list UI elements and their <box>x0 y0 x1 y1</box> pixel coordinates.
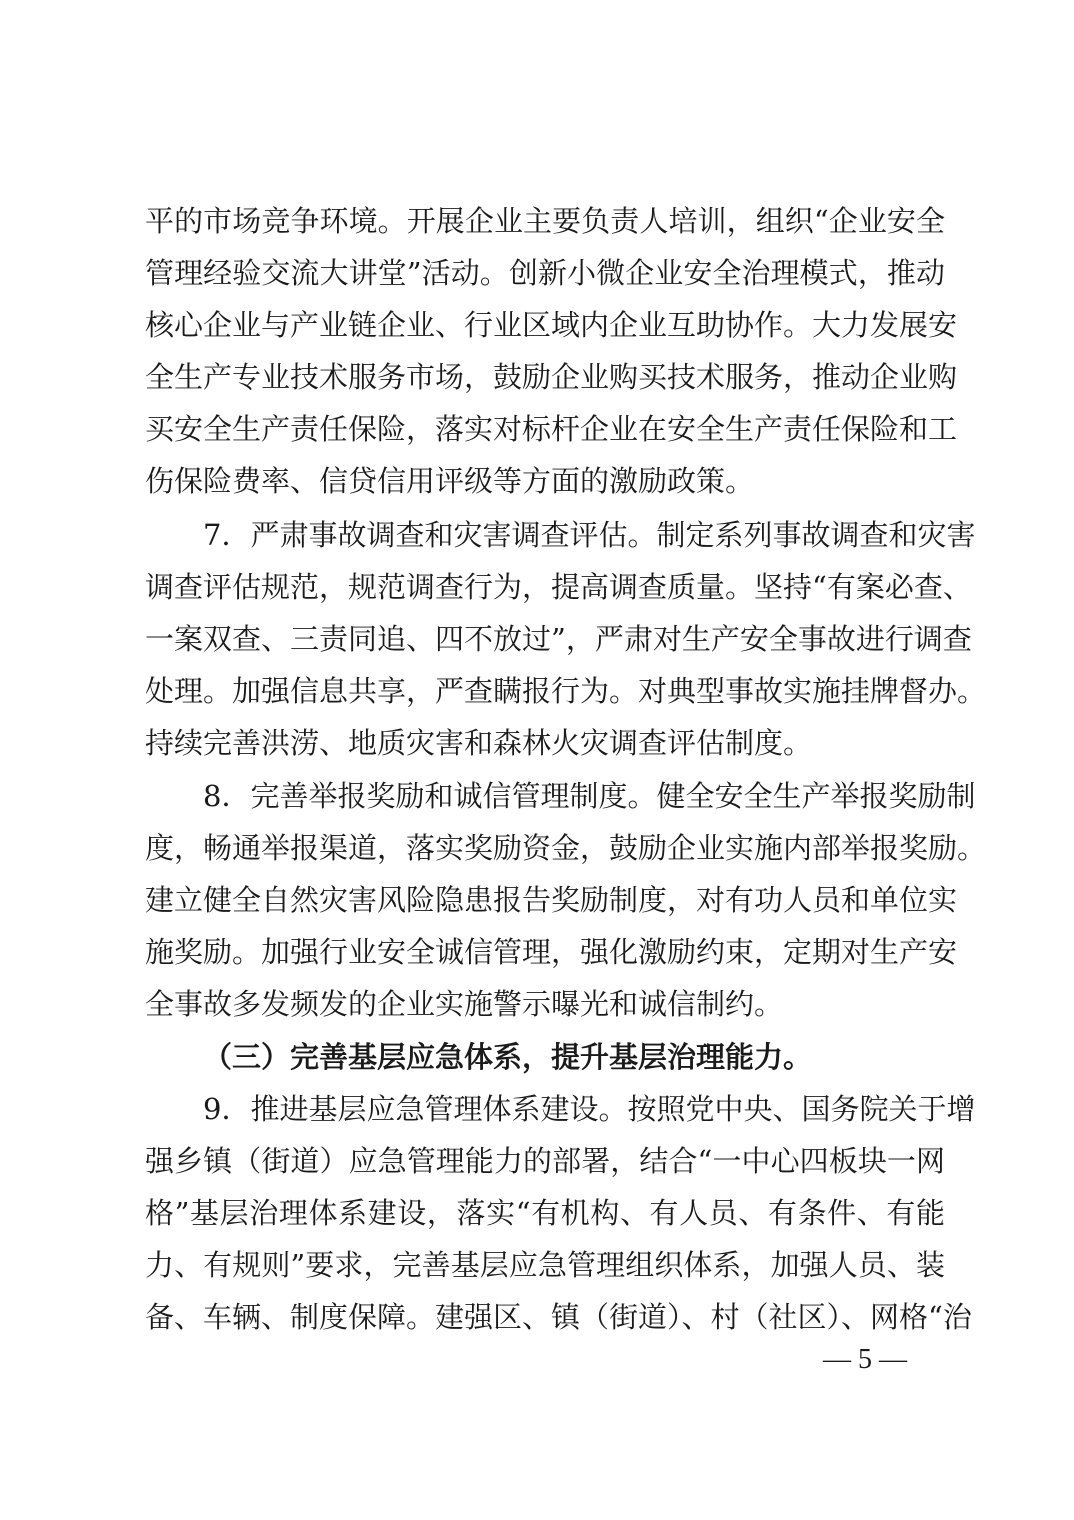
text-line: 处理。加强信息共享，严查瞒报行为。对典型事故实施挂牌督办。 <box>145 674 987 708</box>
section-heading: （三）完善基层应急体系，提升基层治理能力。 <box>203 1040 813 1074</box>
text-line: 平的市场竞争环境。开展企业主要负责人培训，组织“企业安全 <box>145 204 945 238</box>
text-line: 全生产专业技术服务市场，鼓励企业购买技术服务，推动企业购 <box>145 360 958 394</box>
text-line: 强乡镇（街道）应急管理能力的部署，结合“一中心四板块一网 <box>145 1144 945 1178</box>
text-line: 持续完善洪涝、地质灾害和森林火灾调查评估制度。 <box>145 726 813 760</box>
text-line: 伤保险费率、信贷信用评级等方面的激励政策。 <box>145 464 755 498</box>
text-line: 9．推进基层应急管理体系建设。按照党中央、国务院关于增 <box>203 1092 976 1126</box>
text-line: 买安全生产责任保险，落实对标杆企业在安全生产责任保险和工 <box>145 412 958 446</box>
text-line: 施奖励。加强行业安全诚信管理，强化激励约束，定期对生产安 <box>145 935 958 969</box>
text-line: 7．严肃事故调查和灾害调查评估。制定系列事故调查和灾害 <box>203 518 976 552</box>
text-line: 建立健全自然灾害风险隐患报告奖励制度，对有功人员和单位实 <box>145 883 958 917</box>
text-line: 力、有规则”要求，完善基层应急管理组织体系，加强人员、装 <box>145 1248 945 1282</box>
text-line: 格”基层治理体系建设，落实“有机构、有人员、有条件、有能 <box>145 1196 945 1230</box>
text-line: 8．完善举报奖励和诚信管理制度。健全安全生产举报奖励制 <box>203 779 976 813</box>
text-line: 一案双查、三责同追、四不放过”，严肃对生产安全事故进行调查 <box>145 622 972 656</box>
text-line: 调查评估规范，规范调查行为，提高调查质量。坚持“有案必查、 <box>145 570 972 604</box>
text-line: 全事故多发频发的企业实施警示曝光和诚信制约。 <box>145 987 784 1021</box>
text-line: 备、车辆、制度保障。建强区、镇（街道）、村（社区）、网格“治 <box>145 1300 972 1334</box>
text-line: 度，畅通举报渠道，落实奖励资金，鼓励企业实施内部举报奖励。 <box>145 831 987 865</box>
text-line: 核心企业与产业链企业、行业区域内企业互助协作。大力发展安 <box>145 308 958 342</box>
page-number: — 5 — <box>823 1344 907 1375</box>
text-line: 管理经验交流大讲堂”活动。创新小微企业安全治理模式，推动 <box>145 256 945 290</box>
